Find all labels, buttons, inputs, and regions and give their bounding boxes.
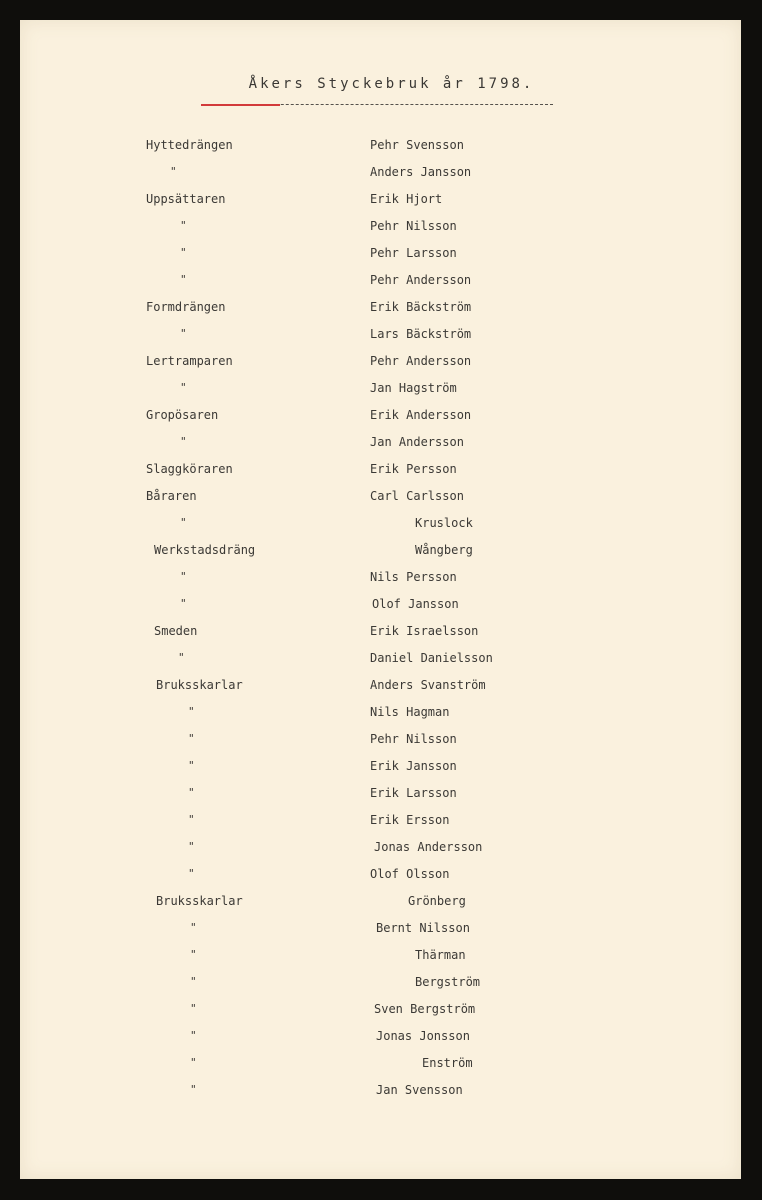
ditto-mark: " (188, 867, 195, 880)
person-name: Erik Larsson (370, 786, 457, 800)
roster-row (20, 377, 741, 404)
roster-row (20, 890, 741, 917)
roster-row (20, 782, 741, 809)
ditto-mark: " (180, 219, 187, 232)
ditto-mark: " (188, 759, 195, 772)
page-title: Åkers Styckebruk år 1798. (248, 76, 535, 92)
roster-row (20, 1052, 741, 1079)
roster-row (20, 863, 741, 890)
person-name: Erik Hjort (370, 192, 443, 206)
ditto-mark: " (180, 435, 187, 448)
role-label: Båraren (146, 489, 197, 503)
roster-row (20, 755, 741, 782)
person-name: Pehr Andersson (370, 354, 472, 368)
roster-row (20, 1079, 741, 1106)
person-name: Bernt Nilsson (376, 921, 470, 935)
ditto-mark: " (178, 651, 185, 664)
ditto-mark: " (180, 597, 187, 610)
roster-row (20, 674, 741, 701)
roster-row (20, 215, 741, 242)
person-name: Erik Israelsson (370, 624, 479, 638)
person-name: Sven Bergström (374, 1002, 476, 1016)
role-label: Hyttedrängen (146, 138, 233, 152)
roster-row (20, 647, 741, 674)
roster-row (20, 1025, 741, 1052)
roster-row (20, 458, 741, 485)
person-name: Bergström (415, 975, 481, 989)
ditto-mark: " (188, 732, 195, 745)
role-label: Bruksskarlar (156, 894, 243, 908)
ditto-mark: " (180, 570, 187, 583)
roster-row (20, 809, 741, 836)
roster-row (20, 431, 741, 458)
person-name: Erik Bäckström (370, 300, 472, 314)
ditto-mark: " (188, 705, 195, 718)
person-name: Erik Andersson (370, 408, 472, 422)
roster-row (20, 188, 741, 215)
roster-row (20, 593, 741, 620)
document-page (20, 20, 741, 1179)
person-name: Olof Olsson (370, 867, 450, 881)
roster-row (20, 566, 741, 593)
person-name: Erik Ersson (370, 813, 450, 827)
roster-row (20, 917, 741, 944)
person-name: Lars Bäckström (370, 327, 472, 341)
person-name: Pehr Nilsson (370, 732, 457, 746)
person-name: Pehr Andersson (370, 273, 472, 287)
ditto-mark: " (180, 273, 187, 286)
ditto-mark: " (188, 840, 195, 853)
person-name: Grönberg (408, 894, 466, 908)
ditto-mark: " (190, 975, 197, 988)
roster-row (20, 134, 741, 161)
roster-row (20, 323, 741, 350)
person-name: Pehr Nilsson (370, 219, 457, 233)
person-name: Jonas Jonsson (376, 1029, 470, 1043)
ditto-mark: " (190, 1029, 197, 1042)
roster-row (20, 404, 741, 431)
ditto-mark: " (190, 1002, 197, 1015)
roster-row (20, 161, 741, 188)
person-name: Jonas Andersson (374, 840, 483, 854)
person-name: Olof Jansson (372, 597, 459, 611)
person-name: Carl Carlsson (370, 489, 464, 503)
roster-list (20, 134, 741, 1106)
person-name: Jan Hagström (370, 381, 457, 395)
person-name: Enström (422, 1056, 473, 1070)
roster-row (20, 620, 741, 647)
person-name: Pehr Svensson (370, 138, 464, 152)
person-name: Jan Andersson (370, 435, 464, 449)
person-name: Erik Persson (370, 462, 457, 476)
person-name: Kruslock (415, 516, 473, 530)
person-name: Anders Jansson (370, 165, 472, 179)
ditto-mark: " (180, 381, 187, 394)
roster-row (20, 269, 741, 296)
ditto-mark: " (190, 1083, 197, 1096)
person-name: Jan Svensson (376, 1083, 463, 1097)
role-label: Gropösaren (146, 408, 219, 422)
role-label: Uppsättaren (146, 192, 226, 206)
roster-row (20, 971, 741, 998)
role-label: Formdrängen (146, 300, 226, 314)
role-label: Lertramparen (146, 354, 233, 368)
person-name: Anders Svanström (370, 678, 486, 692)
roster-row (20, 350, 741, 377)
person-name: Nils Hagman (370, 705, 450, 719)
roster-row (20, 512, 741, 539)
person-name: Daniel Danielsson (370, 651, 493, 665)
person-name: Nils Persson (370, 570, 457, 584)
red-pencil-mark (201, 104, 280, 106)
roster-row (20, 485, 741, 512)
roster-row (20, 242, 741, 269)
role-label: Werkstadsdräng (154, 543, 256, 557)
person-name: Pehr Larsson (370, 246, 457, 260)
ditto-mark: " (180, 246, 187, 259)
roster-row (20, 539, 741, 566)
ditto-mark: " (190, 948, 197, 961)
roster-row (20, 836, 741, 863)
person-name: Wångberg (415, 543, 473, 557)
person-name: Thärman (415, 948, 466, 962)
role-label: Slaggköraren (146, 462, 233, 476)
ditto-mark: " (180, 327, 187, 340)
role-label: Smeden (154, 624, 198, 638)
ditto-mark: " (180, 516, 187, 529)
roster-row (20, 701, 741, 728)
ditto-mark: " (190, 1056, 197, 1069)
ditto-mark: " (170, 165, 177, 178)
roster-row (20, 728, 741, 755)
ditto-mark: " (190, 921, 197, 934)
roster-row (20, 998, 741, 1025)
role-label: Bruksskarlar (156, 678, 243, 692)
ditto-mark: " (188, 786, 195, 799)
person-name: Erik Jansson (370, 759, 457, 773)
roster-row (20, 296, 741, 323)
roster-row (20, 944, 741, 971)
ditto-mark: " (188, 813, 195, 826)
